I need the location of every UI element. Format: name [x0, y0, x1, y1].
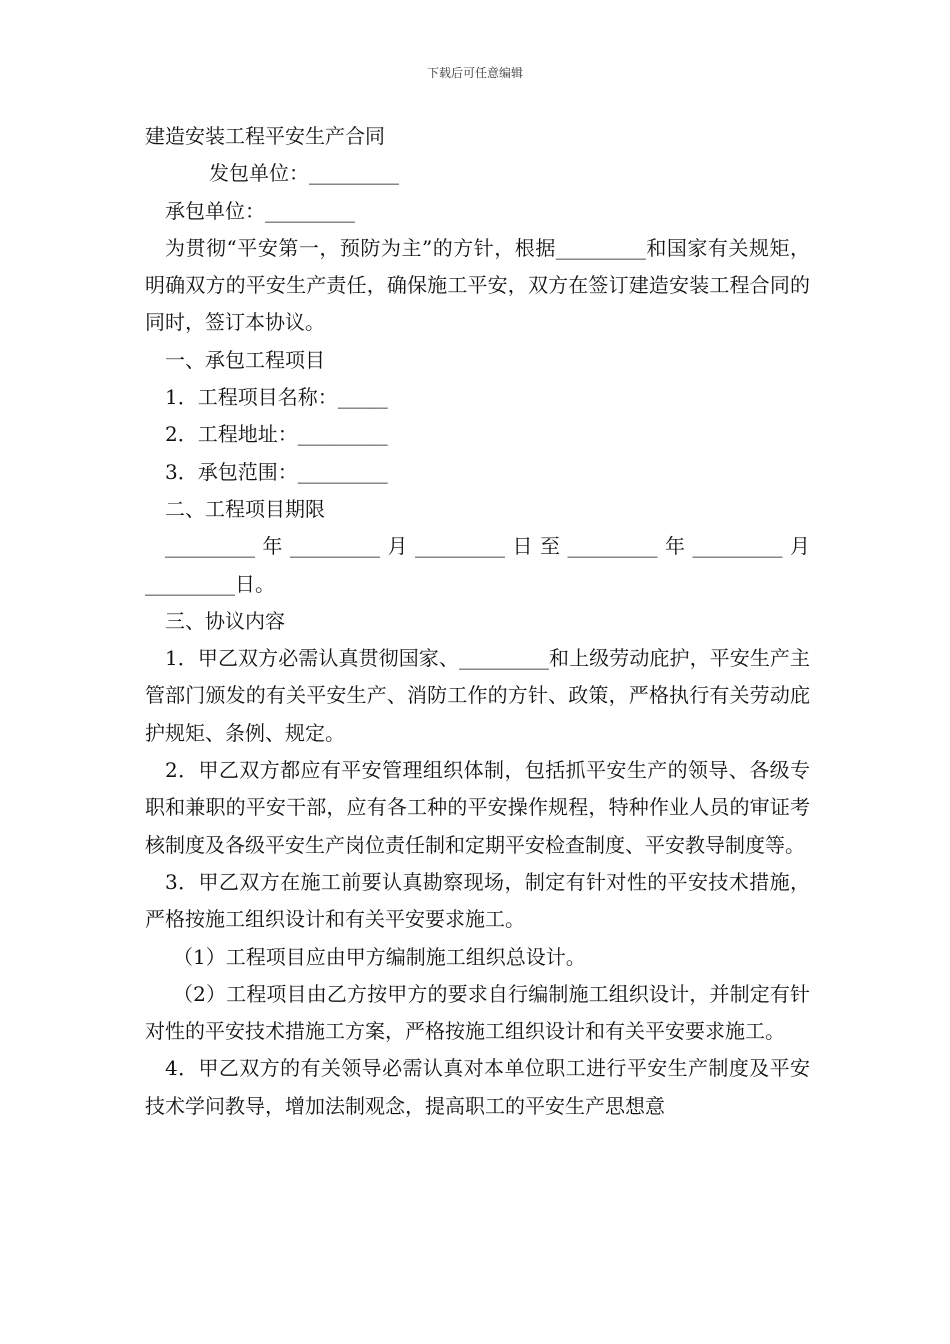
clause-2: 2．甲乙双方都应有平安管理组织体制，包括抓平安生产的领导、各级专职和兼职的平安干部，应有各工种的平安操作规程，特种作业人员的审证考核制度及各级平安生产岗位责任制和定期平安检查制度、平安教导制度等。	[145, 758, 810, 857]
page-header-note: 下载后可任意编辑	[426, 66, 523, 80]
employer-line: 发包单位：_________	[209, 161, 399, 186]
period-line: _________年_________月_________日至_________年_________月_________日。	[145, 534, 810, 596]
item-contract-scope: 3．承包范围：_________	[165, 459, 388, 484]
item-project-name: 1．工程项目名称：_____	[165, 385, 388, 410]
section2-heading: 二、工程项目期限	[165, 496, 325, 521]
item-project-address: 2．工程地址：_________	[165, 422, 388, 447]
clause-3-sub-2: （2）工程项目由乙方按甲方的要求自行编制施工组织设计，并制定有针对性的平安技术措施工方案，严格按施工组织设计和有关平安要求施工。	[145, 981, 810, 1044]
document-body	[145, 118, 810, 1125]
clause-3: 3．甲乙双方在施工前要认真勘察现场，制定有针对性的平安技术措施，严格按施工组织设计和有关平安要求施工。	[145, 869, 810, 932]
clause-1: 1．甲乙双方必需认真贯彻国家、_________和上级劳动庇护，平安生产主管部门颁发的有关平安生产、消防工作的方针、政策，严格执行有关劳动庇护规矩、条例、规定。	[145, 646, 810, 745]
contractor-line: 承包单位：_________	[165, 198, 355, 223]
section3-heading: 三、协议内容	[165, 608, 285, 633]
document-title: 建造安装工程平安生产合同	[145, 124, 385, 148]
clause-4: 4．甲乙双方的有关领导必需认真对本单位职工进行平安生产制度及平安技术学问教导，增加法制观念，提高职工的平安生产思想意	[145, 1056, 810, 1118]
intro-paragraph: 为贯彻“平安第一，预防为主”的方针，根据_________和国家有关规矩，明确双方的平安生产责任，确保施工平安，双方在签订建造安装工程合同的同时，签订本协议。	[145, 235, 810, 335]
section1-heading: 一、承包工程项目	[165, 347, 325, 372]
clause-3-sub-1: （1）工程项目应由甲方编制施工组织总设计。	[173, 944, 586, 969]
